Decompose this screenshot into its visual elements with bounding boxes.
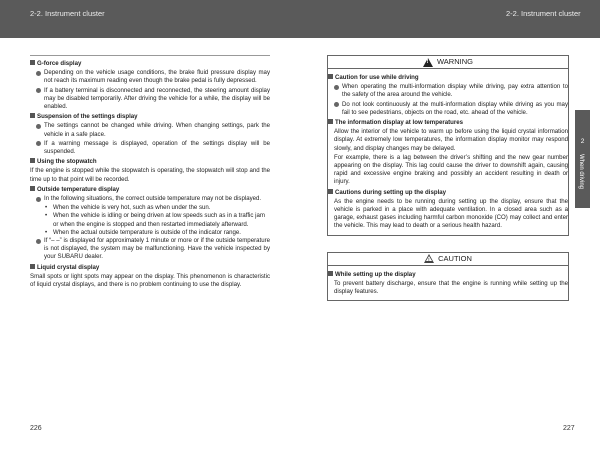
bullet-dot-icon xyxy=(36,124,41,129)
left-header-title: 2-2. Instrument cluster xyxy=(30,9,105,18)
left-page xyxy=(30,55,270,290)
sub-list-item: • When the vehicle is idling or being driven at low speeds such as in a traffic jam or when the engine is stopped and then restarted immediately afterward. xyxy=(45,212,265,228)
sub-list-item: • When the actual outside temperature is outside of the indicator range. xyxy=(45,228,242,236)
square-bullet-icon xyxy=(328,271,333,276)
list-item: Depending on the vehicle usage conditions, the brake fluid pressure display may not reach its maximum reading even though the brake pedal is fully depressed. xyxy=(36,69,270,85)
warning-title-bar: ! WARNING xyxy=(328,56,568,69)
page-number-left: 226 xyxy=(30,425,42,432)
list-item: When operating the multi-information display while driving, pay extra attention to the safety of the area around the vehicle. xyxy=(334,83,568,99)
bullet-dot-icon xyxy=(334,85,339,90)
square-bullet-icon xyxy=(328,74,333,79)
section-heading-outside-temperature: Outside temperature display xyxy=(30,186,270,194)
paragraph: To prevent battery discharge, ensure that the engine is running while setting up the display features. xyxy=(334,279,568,296)
square-bullet-icon xyxy=(328,189,333,194)
square-bullet-icon xyxy=(328,119,333,124)
square-bullet-icon xyxy=(30,186,35,191)
square-bullet-icon xyxy=(30,158,35,163)
section-heading-caution-driving: Caution for use while driving xyxy=(328,74,568,82)
chapter-number: 2 xyxy=(580,138,585,145)
page-number-right: 227 xyxy=(563,425,575,432)
list-item: Do not look continuously at the multi-information display while driving as you may fail to see pedestrians, objects on the road, etc. ahead of the vehicle. xyxy=(334,101,568,117)
list-item: The settings cannot be changed while driving. When changing settings, park the vehicle in a safe place. xyxy=(36,122,270,138)
bullet-dot-icon xyxy=(36,71,41,76)
bullet-dot-icon xyxy=(36,88,41,93)
section-heading-stopwatch: Using the stopwatch xyxy=(30,158,270,166)
page-header xyxy=(0,0,600,38)
top-divider xyxy=(30,55,270,56)
warning-icon xyxy=(423,58,433,67)
sub-list-item: • When the vehicle is very hot, such as when under the sun. xyxy=(45,204,211,212)
section-heading-suspension: Suspension of the settings display xyxy=(30,113,270,121)
list-item: If “– –” is displayed for approximately 1 minute or more or if the outside temperature is not displayed, the system may be malfunctioning. Have the vehicle inspected by your SUBARU dealer. xyxy=(36,237,270,262)
caution-box xyxy=(327,252,569,302)
paragraph: If the engine is stopped while the stopwatch is operating, the stopwatch will stop and the time up to that point will be recorded. xyxy=(30,167,270,183)
square-bullet-icon xyxy=(30,264,35,269)
caution-title-bar: ! CAUTION xyxy=(328,253,568,266)
list-item: If a battery terminal is disconnected and reconnected, the steering amount display may be disabled temporarily. After driving the vehicle for a while, the display will be enabled. xyxy=(36,87,270,112)
right-header-title: 2-2. Instrument cluster xyxy=(506,9,581,18)
square-bullet-icon xyxy=(30,60,35,65)
section-heading-while-setting-up: While setting up the display xyxy=(328,271,568,279)
bullet-dot-icon xyxy=(36,239,41,244)
section-heading-setup-cautions: Cautions during setting up the display xyxy=(328,189,568,197)
section-heading-low-temperature: The information display at low temperatures xyxy=(328,119,568,127)
warning-box xyxy=(327,55,569,236)
paragraph: As the engine needs to be running during setting up the display, ensure that the vehicle is parked in a place with adequate ventilation. In a closed area such as a garage, exhaust gases including harmful carbon monoxide (CO) may collect and enter the vehicle. This may lead to death or a serious health hazard. xyxy=(334,197,568,230)
paragraph: Small spots or light spots may appear on the display. This phenomenon is characteristic of liquid crystal displays, and there is no problem continuing to use the display. xyxy=(30,272,270,289)
paragraph: For example, there is a lag between the driver’s shifting and the new gear number appearing on the display. This lag could cause the driver to downshift again, causing rapid and excessive engine braking and possibly an accident resulting in death or injury. xyxy=(334,153,568,186)
chapter-side-tab xyxy=(575,110,590,208)
list-item: In the following situations, the correct outside temperature may not be displayed. xyxy=(36,195,270,203)
paragraph: Allow the interior of the vehicle to warm up before using the liquid crystal information display. At extremely low temperatures, the information display monitor may respond slowly, and display changes may be delayed. xyxy=(334,128,568,152)
bullet-dot-icon xyxy=(334,102,339,107)
list-item: If a warning message is displayed, operation of the settings display will be suspended. xyxy=(36,140,270,156)
square-bullet-icon xyxy=(30,113,35,118)
bullet-dot-icon xyxy=(36,197,41,202)
chapter-label: When driving xyxy=(578,154,584,190)
section-heading-lcd: Liquid crystal display xyxy=(30,264,270,272)
right-page xyxy=(327,55,569,301)
section-heading-gforce: G-force display xyxy=(30,60,270,68)
bullet-dot-icon xyxy=(36,141,41,146)
caution-icon: ! xyxy=(424,254,434,263)
